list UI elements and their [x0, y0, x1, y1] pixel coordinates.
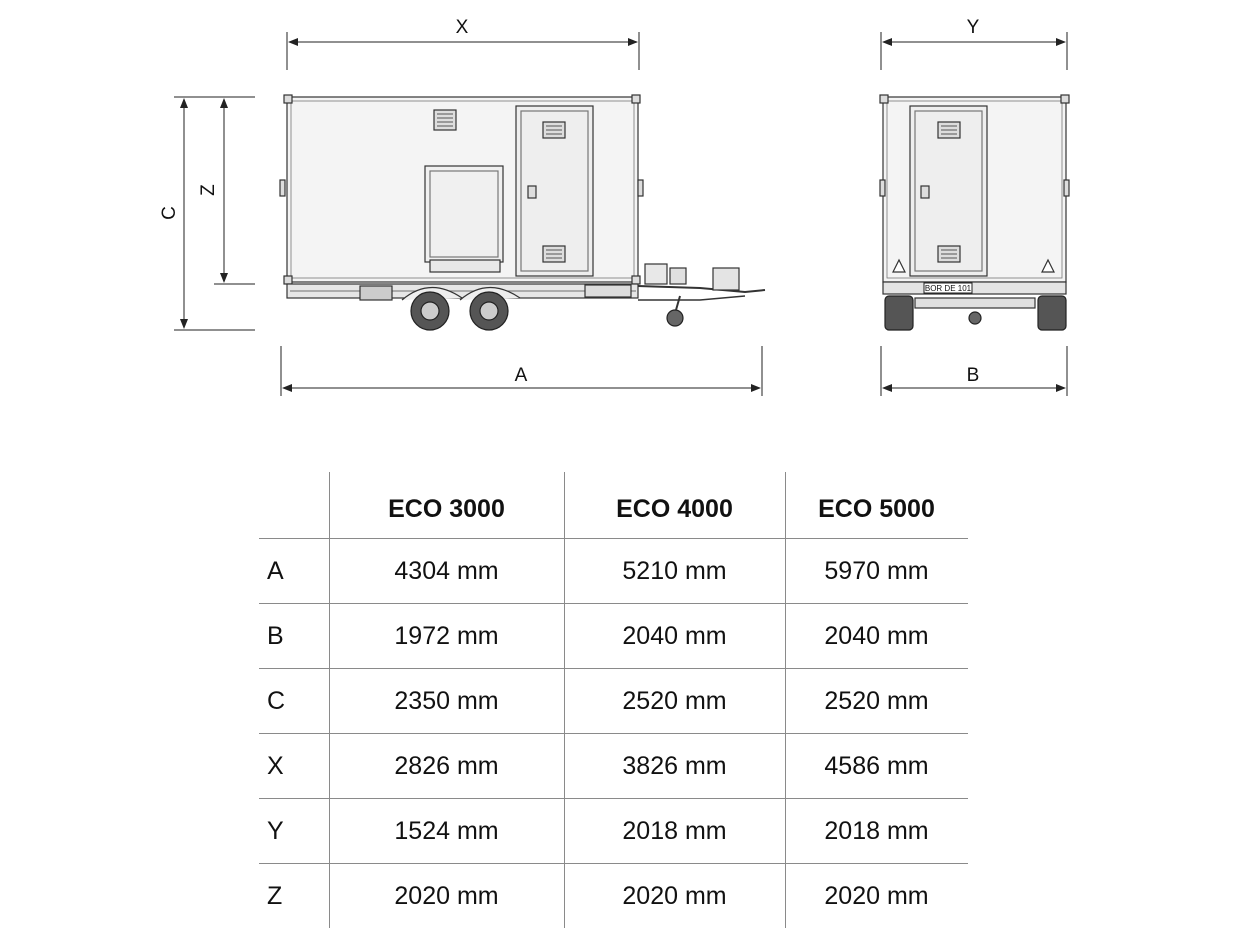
dimension-label-z: Z: [198, 184, 219, 196]
row-label: Y: [259, 799, 329, 864]
table-cell: 2018 mm: [564, 799, 785, 864]
row-label: C: [259, 669, 329, 734]
dimension-label-y: Y: [966, 17, 980, 38]
table-cell: 2520 mm: [785, 669, 968, 734]
table-row: [259, 734, 968, 799]
dimension-label-x: X: [455, 17, 469, 38]
table-row: [259, 539, 968, 604]
license-plate-text: BOR DE 101: [924, 284, 972, 293]
column-header-eco-4000: ECO 4000: [564, 472, 785, 539]
table-header-row: [259, 472, 968, 539]
table-cell: 2020 mm: [824, 881, 929, 910]
table-cell: 2018 mm: [785, 799, 968, 864]
row-label: Z: [259, 864, 329, 929]
row-label: B: [259, 604, 329, 669]
table-corner-cell: [259, 472, 329, 539]
table-cell: 2350 mm: [329, 669, 564, 734]
row-label: A: [259, 539, 329, 604]
table-row: [259, 864, 968, 929]
table-cell: 2020 mm: [329, 864, 564, 929]
table-cell: 1972 mm: [329, 604, 564, 669]
table-cell: 2040 mm: [564, 604, 785, 669]
table-cell: 2040 mm: [785, 604, 968, 669]
table-cell: 5970 mm: [785, 539, 968, 604]
dimensions-table: [259, 472, 968, 928]
table-cell: 2520 mm: [564, 669, 785, 734]
dimension-label-b: B: [966, 365, 980, 386]
dimension-label-a: A: [514, 365, 528, 386]
table-row: [259, 604, 968, 669]
table-cell: 5210 mm: [564, 539, 785, 604]
trailer-dimension-drawing: [0, 0, 1238, 420]
table-cell: 2020 mm: [564, 864, 785, 929]
table-row: [259, 669, 968, 734]
table-cell: 3826 mm: [564, 734, 785, 799]
trailer-side-view: [280, 95, 765, 330]
trailer-rear-view: [880, 95, 1069, 330]
column-header-eco-3000: ECO 3000: [329, 472, 564, 539]
column-header-eco-5000: ECO 5000: [785, 472, 968, 539]
table-row: [259, 799, 968, 864]
table-cell: 4586 mm: [785, 734, 968, 799]
table-cell: 1524 mm: [329, 799, 564, 864]
dimension-label-c: C: [159, 206, 180, 220]
table-cell: 2826 mm: [329, 734, 564, 799]
row-label: X: [259, 734, 329, 799]
table-cell: 4304 mm: [329, 539, 564, 604]
